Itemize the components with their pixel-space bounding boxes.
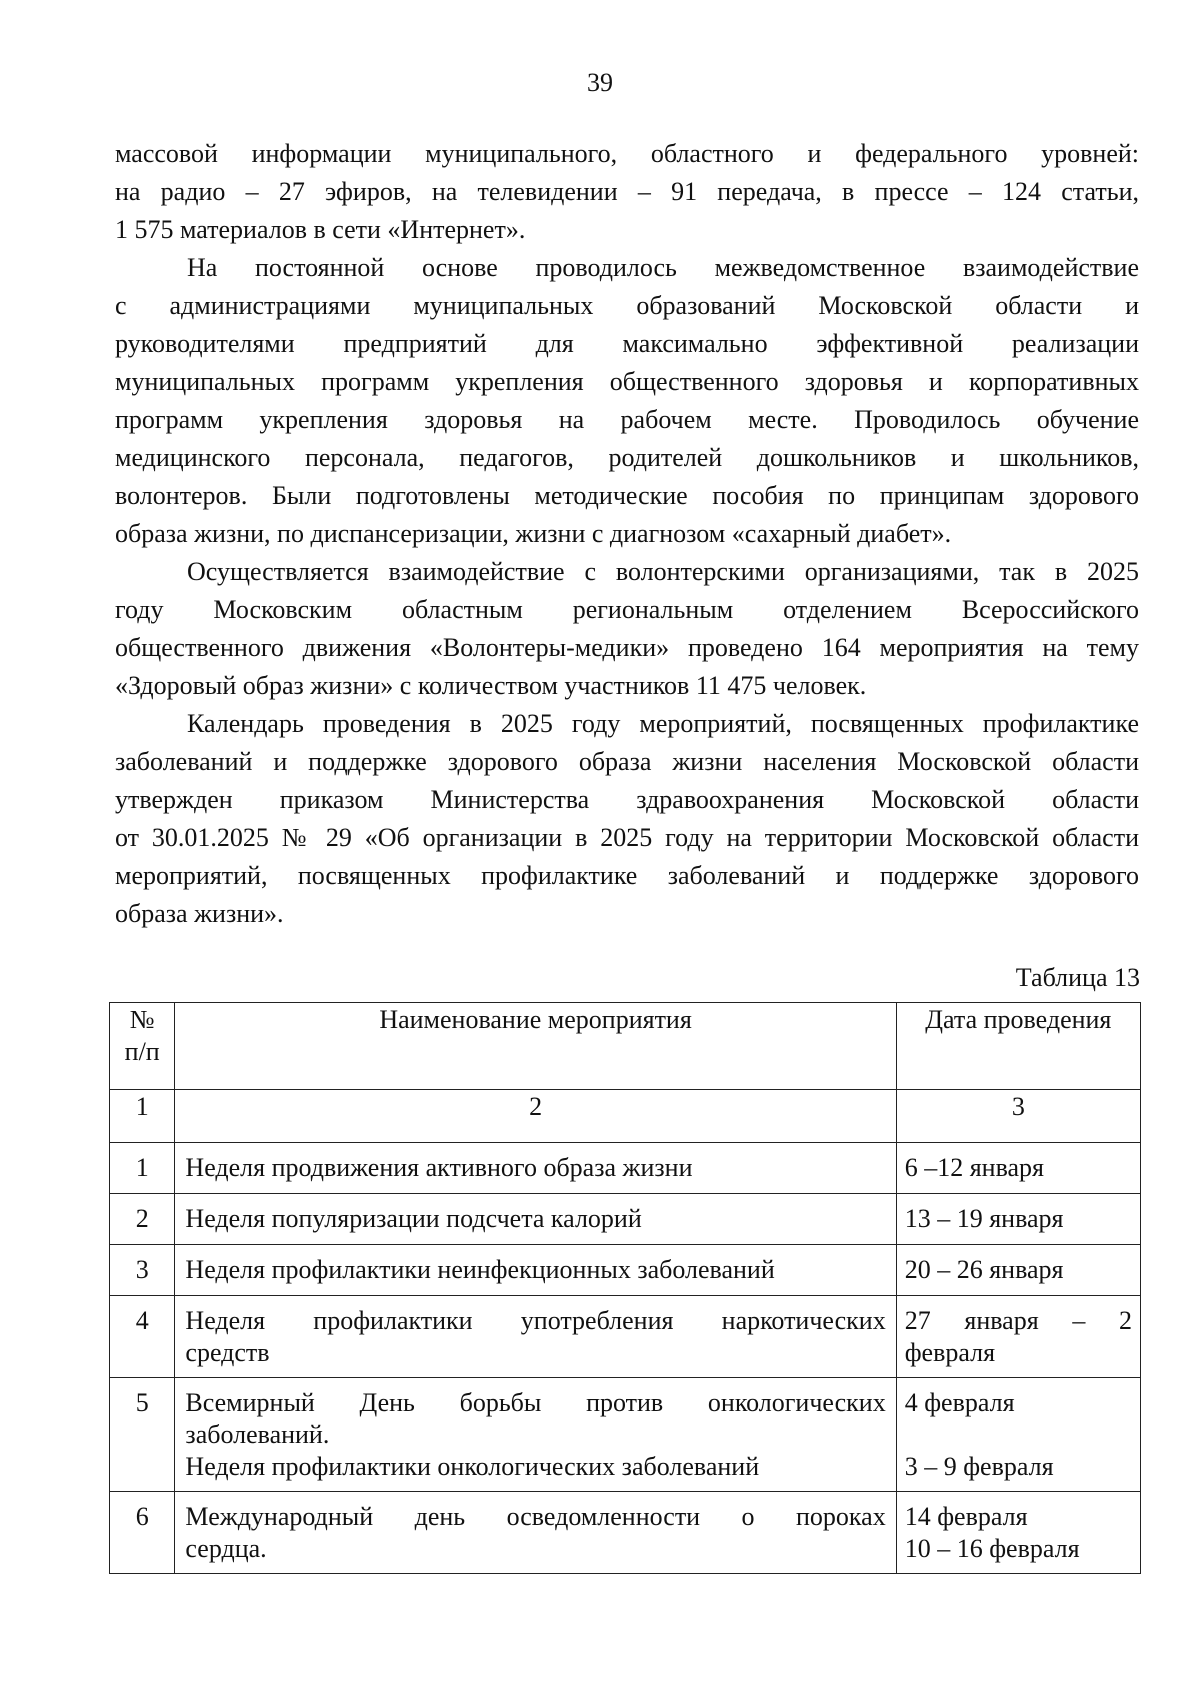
event-name-line: Неделя популяризации подсчета калорий [185, 1204, 642, 1233]
table-row [110, 1296, 1141, 1378]
header-num-line: п/п [124, 1037, 160, 1066]
event-date-gap [905, 1419, 1132, 1451]
paragraph-1 [115, 135, 1139, 249]
column-number-row [110, 1090, 1141, 1143]
table-row [110, 1245, 1141, 1296]
text-line: заболеваний и поддержке здорового образа жизни населения Московской области [115, 747, 1139, 776]
header-num-line: № [129, 1005, 155, 1034]
event-date-line: 6 –12 января [904, 1153, 1045, 1182]
text-line: «Здоровый образ жизни» с количеством участников 11 475 человек. [115, 671, 867, 700]
text-line: мероприятий, посвященных профилактике заболеваний и поддержке здорового [115, 861, 1139, 890]
table-row [110, 1492, 1141, 1574]
table-caption: Таблица 13 [1015, 963, 1140, 992]
table-row [110, 1143, 1141, 1194]
text-line: Осуществляется взаимодействие с волонтерскими организациями, так в 2025 [187, 557, 1139, 586]
text-line: 1 575 материалов в сети «Интернет». [115, 215, 526, 244]
header-name: Наименование мероприятия [175, 1003, 896, 1090]
page-number: 39 [587, 68, 613, 97]
event-date-line: 3 – 9 февраля [904, 1452, 1054, 1481]
paragraph-4 [115, 705, 1139, 933]
row-number: 2 [110, 1194, 175, 1245]
event-date [896, 1143, 1140, 1194]
event-date [896, 1194, 1140, 1245]
event-name-line: заболеваний. [185, 1420, 330, 1449]
text-line: муниципальных программ укрепления общественного здоровья и корпоративных [115, 367, 1139, 396]
text-line: На постоянной основе проводилось межведомственное взаимодействие [187, 253, 1139, 282]
row-number: 4 [110, 1296, 175, 1378]
text-line: году Московским областным региональным отделением Всероссийского [115, 595, 1139, 624]
header-num [110, 1003, 175, 1090]
text-line: на радио – 27 эфиров, на телевидении – 91 передача, в прессе – 124 статьи, [115, 177, 1139, 206]
event-date-line: 14 февраля [904, 1502, 1028, 1531]
event-name-line: Неделя профилактики употребления наркотических [185, 1306, 886, 1335]
event-date-line: 27 января – 2 [904, 1306, 1132, 1335]
text-line: Календарь проведения в 2025 году мероприятий, посвященных профилактике [187, 709, 1139, 738]
event-name-line: Неделя профилактики неинфекционных заболеваний [185, 1255, 775, 1284]
text-line: утвержден приказом Министерства здравоохранения Московской области [115, 785, 1139, 814]
header-date: Дата проведения [896, 1003, 1140, 1090]
row-number: 3 [110, 1245, 175, 1296]
event-name-line: средств [185, 1338, 270, 1367]
events-table [109, 1002, 1141, 1574]
event-name-line: Международный день осведомленности о пороках [185, 1502, 886, 1531]
event-name-line: Неделя профилактики онкологических заболеваний [185, 1452, 760, 1481]
event-name [175, 1378, 896, 1492]
event-date-line: 20 – 26 января [904, 1255, 1064, 1284]
text-line: образа жизни». [115, 899, 284, 928]
event-name-line: Неделя продвижения активного образа жизни [185, 1153, 693, 1182]
table-header-row [110, 1003, 1141, 1090]
text-line: от 30.01.2025 № 29 «Об организации в 2025 году на территории Московской области [115, 823, 1139, 852]
text-line: образа жизни, по диспансеризации, жизни с диагнозом «сахарный диабет». [115, 519, 952, 548]
body-text [115, 135, 1139, 933]
event-name [175, 1194, 896, 1245]
paragraph-2 [115, 249, 1139, 553]
column-number: 3 [896, 1090, 1140, 1143]
text-line: массовой информации муниципального, областного и федерального уровней: [115, 139, 1139, 168]
table-row [110, 1378, 1141, 1492]
text-line: медицинского персонала, педагогов, родителей дошкольников и школьников, [115, 443, 1139, 472]
event-name-line: сердца. [185, 1534, 267, 1563]
text-line: программ укрепления здоровья на рабочем месте. Проводилось обучение [115, 405, 1139, 434]
event-date-line: 4 февраля [904, 1388, 1015, 1417]
event-date [896, 1492, 1140, 1574]
table-row [110, 1194, 1141, 1245]
paragraph-3 [115, 553, 1139, 705]
event-name [175, 1296, 896, 1378]
row-number: 1 [110, 1143, 175, 1194]
event-date-line: 10 – 16 февраля [904, 1534, 1080, 1563]
row-number: 6 [110, 1492, 175, 1574]
column-number: 2 [175, 1090, 896, 1143]
event-date [896, 1245, 1140, 1296]
event-date-line: 13 – 19 января [904, 1204, 1064, 1233]
event-name-line: Всемирный День борьбы против онкологических [185, 1388, 886, 1417]
text-line: с администрациями муниципальных образований Московской области и [115, 291, 1139, 320]
text-line: волонтеров. Были подготовлены методические пособия по принципам здорового [115, 481, 1139, 510]
event-name [175, 1492, 896, 1574]
column-number: 1 [110, 1090, 175, 1143]
row-number: 5 [110, 1378, 175, 1492]
event-date [896, 1296, 1140, 1378]
event-name [175, 1143, 896, 1194]
event-date [896, 1378, 1140, 1492]
event-date-line: февраля [904, 1338, 996, 1367]
text-line: общественного движения «Волонтеры-медики» проведено 164 мероприятия на тему [115, 633, 1139, 662]
event-name [175, 1245, 896, 1296]
text-line: руководителями предприятий для максимально эффективной реализации [115, 329, 1139, 358]
